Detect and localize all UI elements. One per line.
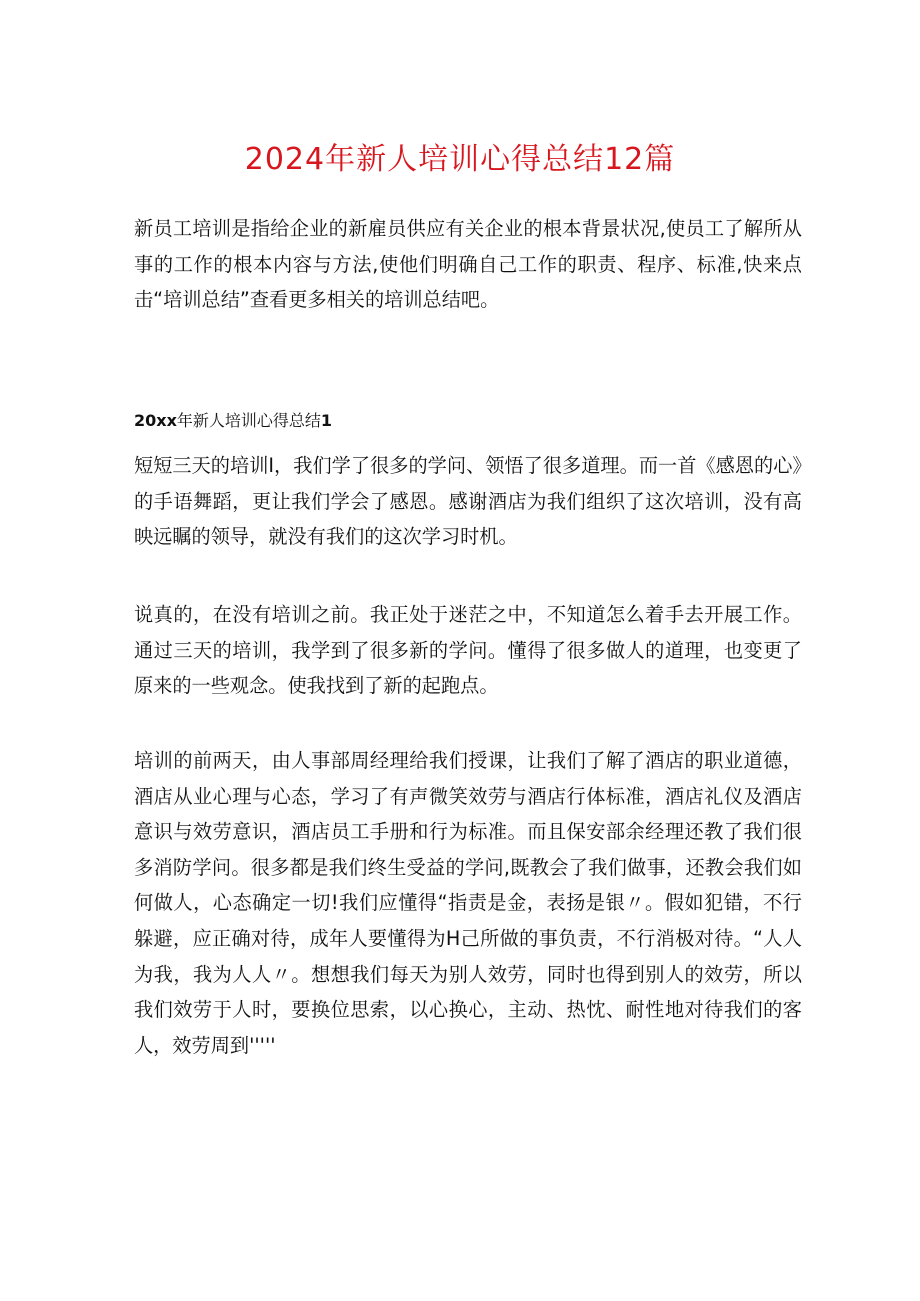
document-title: 2024年新人培训心得总结12篇 [244, 142, 676, 177]
section-heading-prefix: 20xx [134, 411, 177, 430]
section-heading-number: 1 [320, 411, 333, 430]
section-heading-text: 年新人培训心得总结 [176, 411, 321, 430]
intro-paragraph: 新员工培训是指给企业的新雇员供应有关企业的根本背景状况,使员工了解所从事的工作的根本内容与方法,使他们明确自己工作的职责、程序、标准,快来点击“培训总结”查看更多相关的培训总结吧。 [134, 217, 802, 312]
body-paragraph: 培训的前两天，由人事部周经理给我们授课，让我们了解了酒店的职业道德，酒店从业心理与心态，学习了有声微笑效劳与酒店行体标准，酒店礼仪及酒店意识与效劳意识，酒店员工手册和行为标准。而且保安部余经理还教了我们很多消防学问。很多都是我们终生受益的学问,既教会了我们做事，还教会我们如何做人，心态确定一切!我们应懂得“指责是金，表扬是银〃。假如犯错，不行躲避，应正确对待，成年人要懂得为H己所做的事负责，不行消极对待。“人人为我，我为人人〃。想想我们每天为别人效劳，同时也得到别人的效劳，所以我们效劳于人时，要换位思索，以心换心，主动、热忱、耐性地对待我们的客人，效劳周到''''' [134, 749, 802, 1057]
section-heading [134, 405, 332, 437]
body-paragraph: 短短三天的培训I，我们学了很多的学问、领悟了很多道理。而一首《感恩的心》的手语舞蹈，更让我们学会了感恩。感谢酒店为我们组织了这次培训，没有高映远瞩的领导，就没有我们的这次学习时机。 [134, 454, 802, 549]
body-paragraph: 说真的，在没有培训之前。我正处于迷茫之中，不知道怎么着手去开展工作。通过三天的培训，我学到了很多新的学问。懂得了很多做人的道理，也变更了原来的一些观念。使我找到了新的起跑点。 [134, 603, 802, 698]
